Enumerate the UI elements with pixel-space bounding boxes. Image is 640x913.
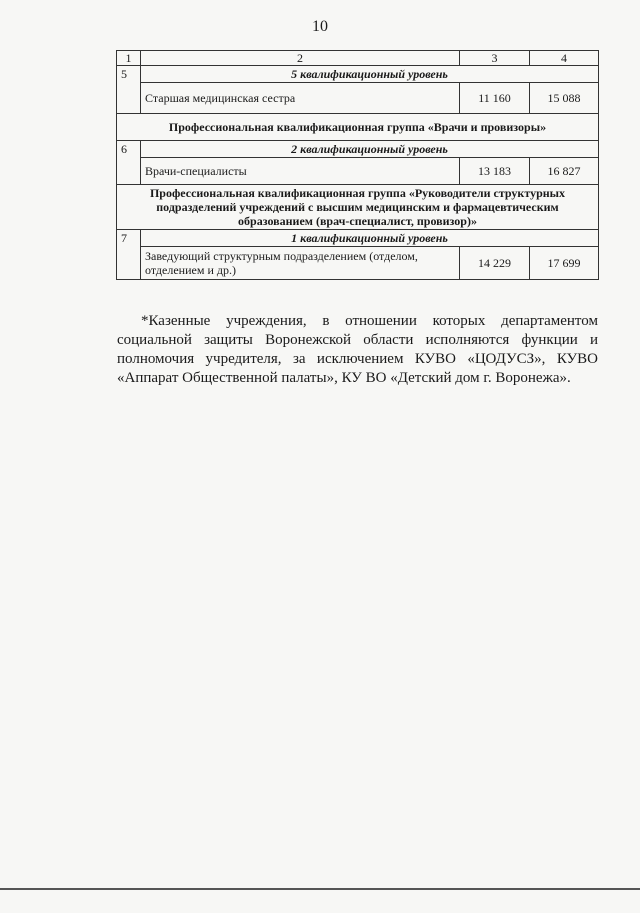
row-number: 5	[117, 66, 141, 114]
position-name: Старшая медицинская сестра	[141, 83, 460, 114]
salary-col3: 13 183	[460, 158, 530, 185]
salary-col4: 15 088	[530, 83, 599, 114]
footnote-text: *Казенные учреждения, в отношении которых департаментом социальной защиты Воронежской области исполняются функции и полномочия учредителя, за исключением КУВО «ЦОДУСЗ», КУВО «Аппарат Общественной палаты», КУ ВО «Детский дом г. Воронежа».	[117, 313, 598, 386]
footnote	[117, 312, 598, 388]
level-row	[117, 66, 599, 83]
professional-group: Профессиональная квалификационная группа «Руководители структурных подразделений учреждений с высшим медицинским и фармацевтическим образованием (врач-специалист, провизор)»	[117, 185, 599, 230]
page-bottom-border	[0, 888, 640, 890]
salary-table	[116, 50, 599, 280]
header-cell-2: 2	[141, 51, 460, 66]
header-cell-4: 4	[530, 51, 599, 66]
group-row	[117, 114, 599, 141]
row-number: 7	[117, 230, 141, 280]
position-name: Врачи-специалисты	[141, 158, 460, 185]
professional-group: Профессиональная квалификационная группа «Врачи и провизоры»	[117, 114, 599, 141]
level-row	[117, 141, 599, 158]
salary-col3: 14 229	[460, 247, 530, 280]
page-number: 10	[312, 18, 328, 35]
level-row	[117, 230, 599, 247]
header-cell-3: 3	[460, 51, 530, 66]
position-row	[117, 83, 599, 114]
qualification-level: 1 квалификационный уровень	[141, 230, 599, 247]
table-header-row	[117, 51, 599, 66]
row-number: 6	[117, 141, 141, 185]
salary-col4: 17 699	[530, 247, 599, 280]
salary-col3: 11 160	[460, 83, 530, 114]
position-row	[117, 158, 599, 185]
position-name: Заведующий структурным подразделением (отделом, отделением и др.)	[141, 247, 460, 280]
salary-col4: 16 827	[530, 158, 599, 185]
group-row	[117, 185, 599, 230]
qualification-level: 2 квалификационный уровень	[141, 141, 599, 158]
position-row	[117, 247, 599, 280]
qualification-level: 5 квалификационный уровень	[141, 66, 599, 83]
header-cell-1: 1	[117, 51, 141, 66]
